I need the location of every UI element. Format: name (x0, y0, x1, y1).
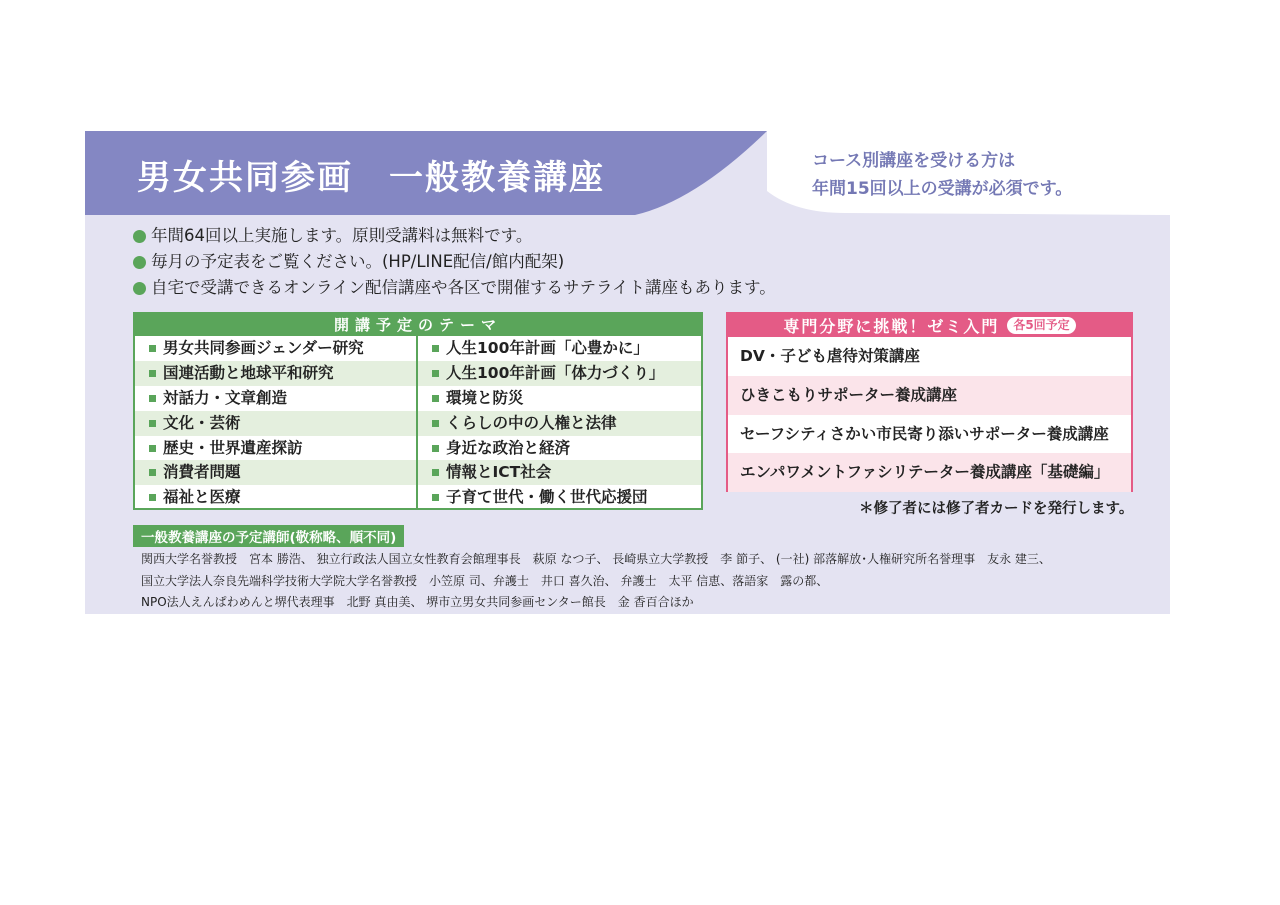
themes-header: 開講予定のテーマ (135, 314, 701, 336)
theme-item: くらしの中の人権と法律 (418, 411, 701, 436)
info-bullet: 自宅で受講できるオンライン配信講座や各区で開催するサテライト講座もあります。 (133, 275, 776, 301)
square-bullet-icon (149, 494, 156, 501)
zemi-item: セーフシティさかい市民寄り添いサポーター養成講座 (740, 424, 1109, 443)
theme-item: 消費者問題 (135, 460, 418, 485)
zemi-title: 専門分野に挑戦！ゼミ入門 (783, 317, 1000, 336)
theme-item: 国連活動と地球平和研究 (135, 361, 418, 386)
info-bullet: 毎月の予定表をご覧ください。(HP/LINE配信/館内配架) (133, 249, 776, 275)
square-bullet-icon (432, 494, 439, 501)
square-bullet-icon (432, 395, 439, 402)
info-bullet: 年間64回以上実施します。原則受講料は無料です。 (133, 223, 776, 249)
square-bullet-icon (149, 469, 156, 476)
zemi-footnote: ＊修了者には修了者カードを発行します。 (859, 501, 1134, 517)
square-bullet-icon (432, 469, 439, 476)
square-bullet-icon (432, 370, 439, 377)
requirement-note-line: 年間15回以上の受講が必須です。 (812, 179, 1073, 199)
theme-item: 環境と防災 (418, 386, 701, 411)
theme-item: 福祉と医療 (135, 485, 418, 510)
lecturers-line: 関西大学名誉教授 宮本 勝浩、 独立行政法人国立女性教育会館理事長 萩原 なつ子、 長崎県立大学教授 李 節子、 (一社) 部落解放･人権研究所名誉理事 友永 建三、 (141, 552, 1051, 566)
zemi-badge: 各5回予定 (1007, 317, 1075, 334)
theme-item: 歴史・世界遺産探訪 (135, 436, 418, 461)
lecturers-line: 国立大学法人奈良先端科学技術大学院大学名誉教授 小笠原 司、弁護士 井口 喜久治、 弁護士 太平 信恵、落語家 露の都、 (141, 573, 829, 588)
square-bullet-icon (149, 420, 156, 427)
square-bullet-icon (432, 445, 439, 452)
zemi-header (728, 314, 1131, 337)
requirement-note (812, 147, 1072, 203)
square-bullet-icon (432, 420, 439, 427)
square-bullet-icon (149, 345, 156, 352)
theme-item: 子育て世代・働く世代応援団 (418, 485, 701, 510)
theme-item: 人生100年計画「心豊かに」 (418, 336, 701, 361)
square-bullet-icon (149, 395, 156, 402)
requirement-note-line: コース別講座を受ける方は (812, 151, 1016, 171)
page-title: 男女共同参画 一般教養講座 (137, 158, 605, 198)
lecturers-header: 一般教養講座の予定講師(敬称略、順不同) (133, 525, 404, 547)
square-bullet-icon (432, 345, 439, 352)
theme-item: 身近な政治と経済 (418, 436, 701, 461)
bullet-dot-icon (133, 230, 146, 243)
info-bullets (133, 223, 776, 301)
theme-item: 情報とICT社会 (418, 460, 701, 485)
zemi-item: DV・子ども虐待対策講座 (740, 347, 920, 365)
themes-table (133, 312, 703, 510)
theme-item: 男女共同参画ジェンダー研究 (135, 336, 418, 361)
zemi-item: ひきこもりサポーター養成講座 (728, 376, 1131, 415)
course-panel (85, 131, 1170, 614)
lecturers-list (141, 549, 1051, 614)
theme-item: 人生100年計画「体力づくり」 (418, 361, 701, 386)
zemi-box (726, 312, 1133, 492)
square-bullet-icon (149, 370, 156, 377)
zemi-item: エンパワメントファシリテーター養成講座「基礎編」 (728, 453, 1131, 492)
lecturers-line: NPO法人えんぱわめんと堺代表理事 北野 真由美、 堺市立男女共同参画センター館長 金 香百合ほか (141, 595, 694, 609)
theme-item: 文化・芸術 (135, 411, 418, 436)
theme-item: 対話力・文章創造 (135, 386, 418, 411)
themes-grid (135, 336, 701, 510)
square-bullet-icon (149, 445, 156, 452)
bullet-dot-icon (133, 256, 146, 269)
bullet-dot-icon (133, 282, 146, 295)
